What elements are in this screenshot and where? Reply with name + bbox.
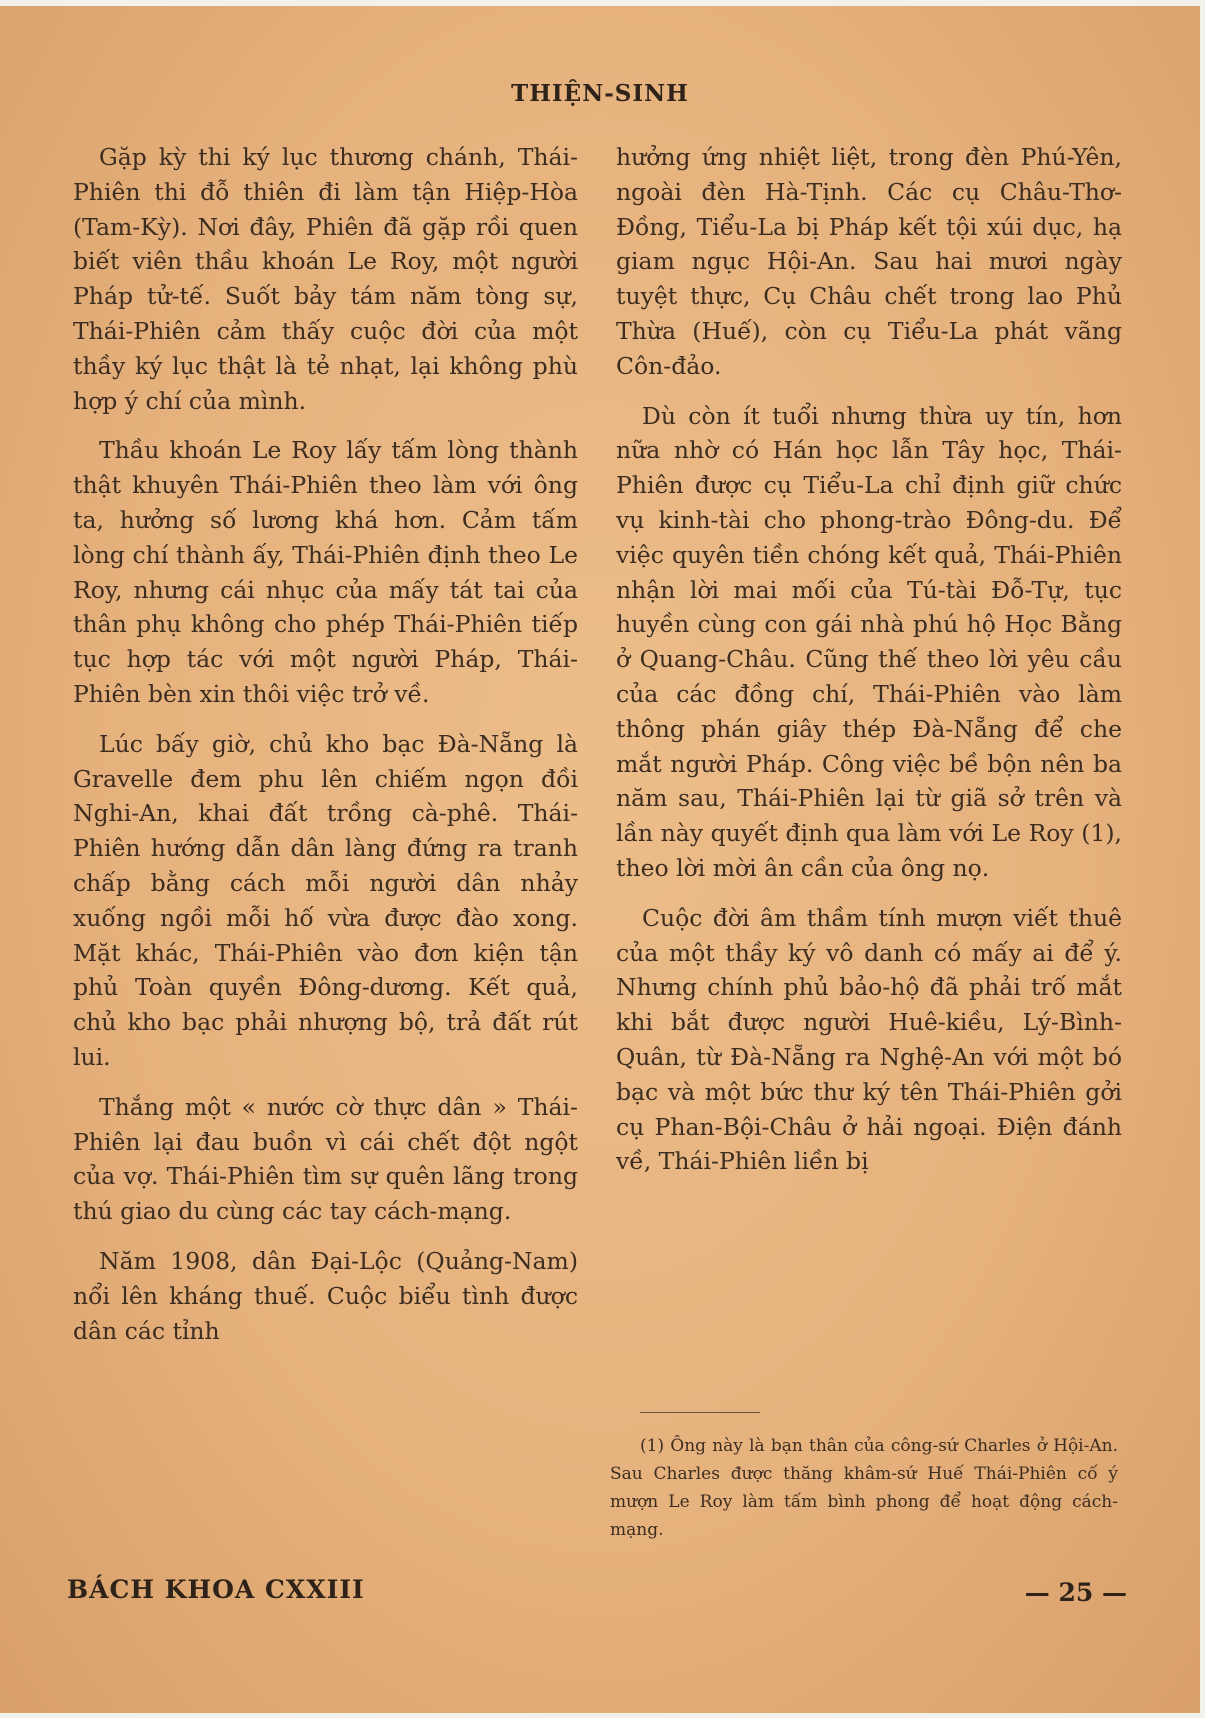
paragraph: Thắng một « nước cờ thực dân » Thái-Phiên lại đau buồn vì cái chết đột ngột của vợ. Thái-Phiên tìm sự quên lãng trong thú giao du cùng các tay cách-mạng. — [73, 1092, 578, 1226]
scan-edge-bottom — [0, 1713, 1205, 1718]
paragraph: Thầu khoán Le Roy lấy tấm lòng thành thật khuyên Thái-Phiên theo làm với ông ta, hưởng số lương khá hơn. Cảm tấm lòng chí thành ấy, Thái-Phiên định theo Le Roy, nhưng cái nhục của mấy tát tai của thân phụ không cho phép Thái-Phiên tiếp tục hợp tác với một người Pháp, Thái-Phiên bèn xin thôi việc trở về. — [73, 436, 578, 708]
page-number: — 25 — — [1024, 1578, 1127, 1607]
right-column — [616, 140, 1122, 1194]
paragraph: hưởng ứng nhiệt liệt, trong đèn Phú-Yên, ngoài đèn Hà-Tịnh. Các cụ Châu-Thơ-Đồng, Tiểu-La bị Pháp kết tội xúi dục, hạ giam ngục Hội-An. Sau hai mươi ngày tuyệt thực, Cụ Châu chết trong lao Phủ Thừa (Huế), còn cụ Tiểu-La phát vãng Côn-đảo. — [616, 143, 1122, 380]
running-title: THIỆN-SINH — [511, 80, 689, 107]
paragraph: Gặp kỳ thi ký lục thương chánh, Thái-Phiên thi đỗ thiên đi làm tận Hiệp-Hòa (Tam-Kỳ). Nơi đây, Phiên đã gặp rồi quen biết viên thầu khoán Le Roy, một người Pháp tử-tế. Suốt bảy tám năm tòng sự, Thái-Phiên cảm thấy cuộc đời của một thầy ký lục thật là tẻ nhạt, lại không phù hợp ý chí của mình. — [73, 143, 578, 415]
left-column — [73, 140, 578, 1363]
paragraph: Lúc bấy giờ, chủ kho bạc Đà-Nẵng là Gravelle đem phu lên chiếm ngọn đồi Nghi-An, khai đất trồng cà-phê. Thái-Phiên hướng dẫn dân làng đứng ra tranh chấp bằng cách mỗi người dân nhảy xuống ngồi mỗi hố vừa được đào xong. Mặt khác, Thái-Phiên vào đơn kiện tận phủ Toàn quyền Đông-dương. Kết quả, chủ kho bạc phải nhượng bộ, trả đất rút lui. — [73, 729, 578, 1071]
publication-name: BÁCH KHOA CXXIII — [67, 1575, 365, 1604]
scan-edge-right — [1200, 0, 1205, 1718]
paragraph: Dù còn ít tuổi nhưng thừa uy tín, hơn nữa nhờ có Hán học lẫn Tây học, Thái-Phiên được cụ Tiểu-La chỉ định giữ chức vụ kinh-tài cho phong-trào Đông-du. Để việc quyên tiền chóng kết quả, Thái-Phiên nhận lời mai mối của Tú-tài Đỗ-Tự, tục huyền cùng con gái nhà phú hộ Học Bằng ở Quang-Châu. Cũng thế theo lời yêu cầu của các đồng chí, Thái-Phiên vào làm thông phán giây thép Đà-Nẵng để che mắt người Pháp. Công việc bề bộn nên ba năm sau, Thái-Phiên lại từ giã sở trên và lần này quyết định qua làm với Le Roy (1), theo lời mời ân cần của ông nọ. — [616, 401, 1122, 882]
scan-edge-top — [0, 0, 1205, 6]
paragraph: Năm 1908, dân Đại-Lộc (Quảng-Nam) nổi lên kháng thuế. Cuộc biểu tình được dân các tỉnh — [73, 1246, 578, 1345]
paragraph: Cuộc đời âm thầm tính mượn viết thuê của một thầy ký vô danh có mấy ai để ý. Nhưng chính phủ bảo-hộ đã phải trố mắt khi bắt được người Huê-kiều, Lý-Bình-Quân, từ Đà-Nẵng ra Nghệ-An với một bó bạc và một bức thư ký tên Thái-Phiên gởi cụ Phan-Bội-Châu ở hải ngoại. Điện đánh về, Thái-Phiên liền bị — [616, 903, 1122, 1176]
footnote: (1) Ông này là bạn thân của công-sứ Charles ở Hội-An. Sau Charles được thăng khâm-sứ Huế Thái-Phiên cố ý mượn Le Roy làm tấm bình phong để hoạt động cách-mạng. — [610, 1436, 1118, 1540]
footnote-divider — [640, 1412, 760, 1413]
